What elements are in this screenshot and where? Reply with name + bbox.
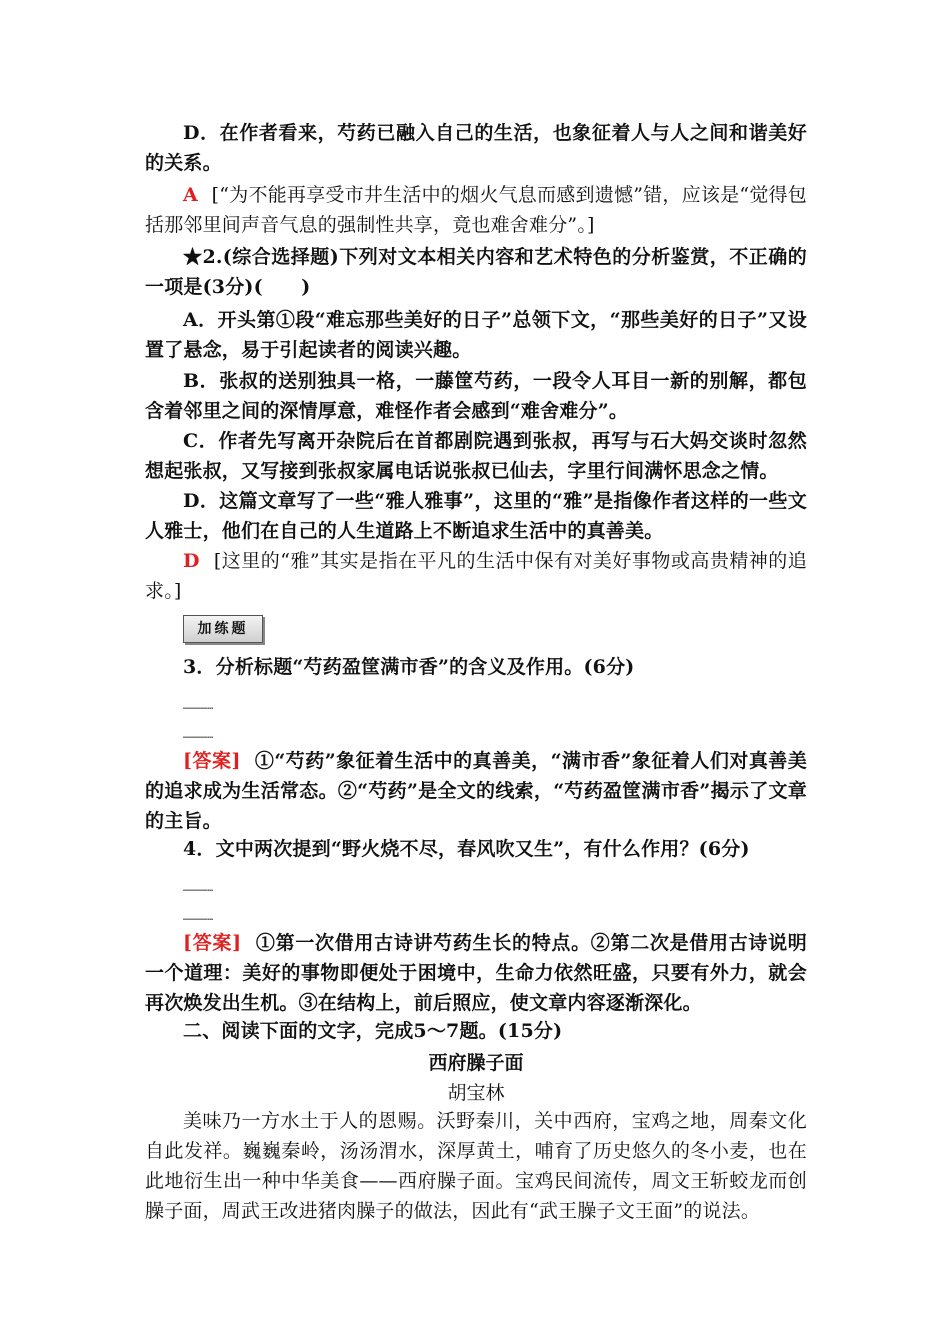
q3-stem: 3．分析标题“芍药盈筐满市香”的含义及作用。(6分) — [183, 656, 635, 678]
q3-answer-text: ①“芍药”象征着生活中的真善美，“满市香”象征着人们对真善美的追求成为生活常态。②“芍药”是全文的线索，“芍药盈筐满市香”揭示了文章的主旨。 — [145, 750, 808, 832]
q2-answer-letter: D — [183, 550, 200, 572]
q2-option-c: C．作者先写离开杂院后在首都剧院遇到张叔，再写与石大妈交谈时忽然想起张叔，又写接到张叔家属电话说张叔已仙去，字里行间满怀思念之情。 — [145, 430, 807, 482]
q4-blank-line-1: …………… — [183, 883, 214, 894]
q3-blank-line-2: …………… — [183, 730, 214, 741]
q3-answer-label: [答案] — [183, 750, 241, 772]
part2-instruction: 二、阅读下面的文字，完成5～7题。(15分) — [183, 1020, 563, 1042]
q2-option-b: B．张叔的送别独具一格，一藤筐芍药，一段令人耳目一新的别解，都包含着邻里之间的深情厚意，难怪作者会感到“难舍难分”。 — [145, 370, 807, 422]
passage-title: 西府臊子面 — [428, 1052, 524, 1074]
q3-answer — [145, 746, 807, 836]
q2-option-a: A．开头第①段“难忘那些美好的日子”总领下文，“那些美好的日子”又设置了悬念，易于引起读者的阅读兴趣。 — [145, 309, 807, 361]
passage-author: 胡宝林 — [447, 1082, 505, 1104]
q3-blank-line-1: …………… — [183, 701, 214, 712]
q1-answer — [145, 180, 807, 240]
q1-answer-explanation: [“为不能再享受市井生活中的烟火气息而感到遗憾”错，应该是“觉得包括那邻里间声音气息的强制性共享，竟也难舍难分”。] — [145, 184, 808, 236]
q4-answer-text: ①第一次借用古诗讲芍药生长的特点。②第二次是借用古诗说明一个道理：美好的事物即便处于困境中，生命力依然旺盛，只要有外力，就会再次焕发出生机。③在结构上，前后照应，使文章内容逐渐深化。 — [145, 932, 807, 1014]
q4-answer — [145, 928, 807, 1018]
passage-paragraph: 美味乃一方水土于人的恩赐。沃野秦川，关中西府，宝鸡之地，周秦文化自此发祥。巍巍秦岭，汤汤渭水，深厚黄土，哺育了历史悠久的冬小麦，也在此地衍生出一种中华美食——西府臊子面。宝鸡民间流传，周文王斩蛟龙而创臊子面，周武王改进猪肉臊子的做法，因此有“武王臊子文王面”的说法。 — [145, 1110, 807, 1222]
q4-blank-line-2: …………… — [183, 912, 214, 923]
q4-stem: 4．文中两次提到“野火烧不尽，春风吹又生”，有什么作用？(6分) — [183, 838, 750, 860]
practice-section-tag: 加练题 — [183, 615, 263, 643]
q2-option-d: D．这篇文章写了一些“雅人雅事”，这里的“雅”是指像作者这样的一些文人雅士，他们在自己的人生道路上不断追求生活中的真善美。 — [145, 490, 807, 542]
q2-answer-explanation: [这里的“雅”其实是指在平凡的生活中保有对美好事物或高贵精神的追求。] — [145, 550, 807, 602]
q4-answer-label: [答案] — [183, 932, 242, 954]
q2-stem: ★2.(综合选择题)下列对文本相关内容和艺术特色的分析鉴赏，不正确的一项是(3分)( ) — [145, 246, 807, 298]
q1-option-d: D．在作者看来，芍药已融入自己的生活，也象征着人与人之间和谐美好的关系。 — [145, 122, 807, 174]
q1-answer-letter: A — [183, 184, 198, 206]
q2-answer — [145, 546, 807, 606]
